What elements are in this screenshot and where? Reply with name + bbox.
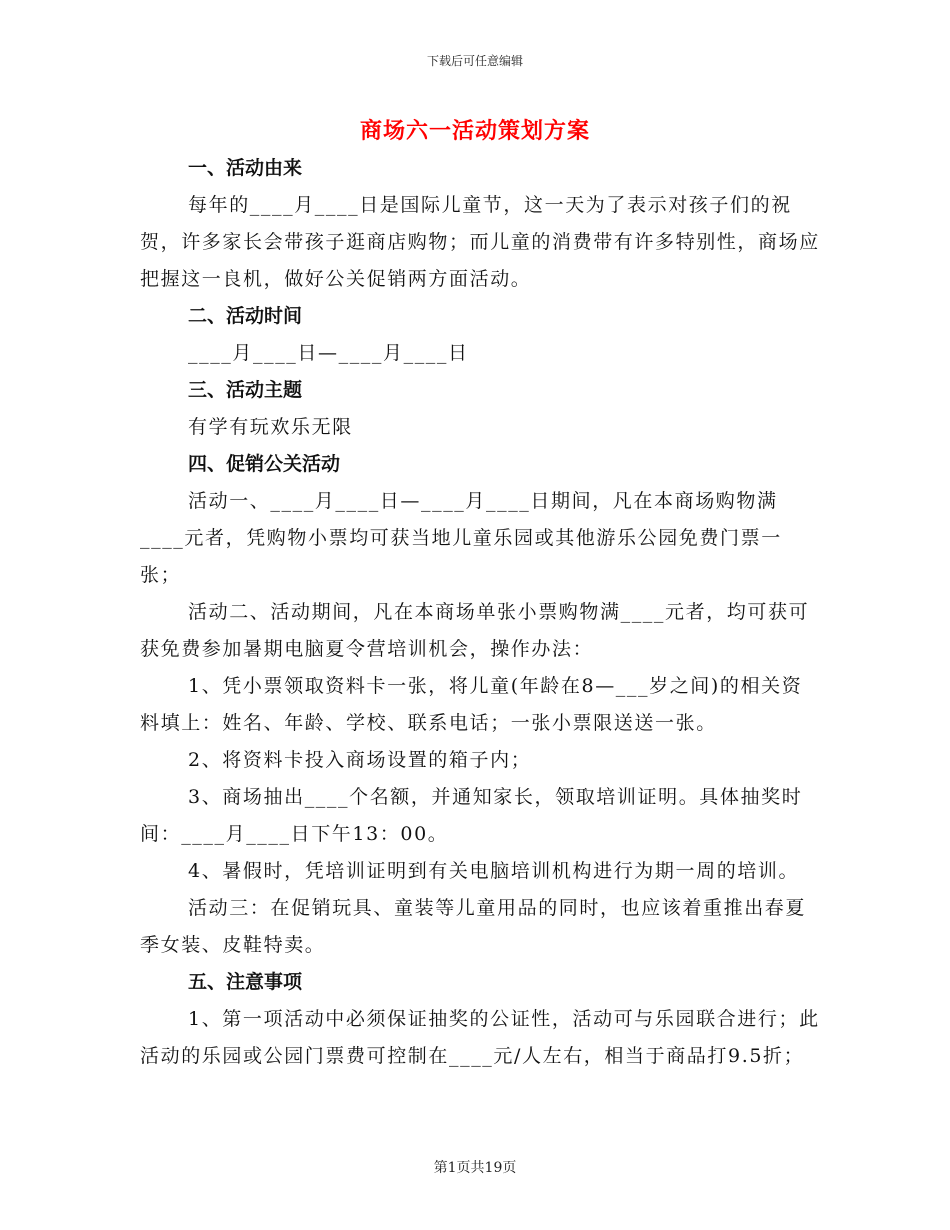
paragraph-time: ____月____日—____月____日 (188, 342, 469, 364)
paragraph-step-4: 4、暑假时，凭培训证明到有关电脑培训机构进行为期一周的培训。 (188, 860, 800, 882)
document-body (140, 150, 820, 1075)
section-heading-time: 二、活动时间 (188, 305, 303, 327)
page-footer: 第1页共19页 (433, 1160, 517, 1176)
paragraph-theme: 有学有玩欢乐无限 (188, 416, 353, 438)
paragraph-activity-three: 活动三：在促销玩具、童装等儿童用品的同时，也应该着重推出春夏季女装、皮鞋特卖。 (140, 897, 807, 956)
paragraph-activity-one: 活动一、____月____日—____月____日期间，凡在本商场购物满____元者，凭购物小票均可获当地儿童乐园或其他游乐公园免费门票一张； (140, 490, 782, 586)
paragraph-step-1: 1、凭小票领取资料卡一张，将儿童(年龄在8—___岁之间)的相关资料填上：姓名、年龄、学校、联系电话；一张小票限送送一张。 (140, 675, 803, 734)
paragraph-note-1: 1、第一项活动中必须保证抽奖的公证性，活动可与乐园联合进行；此活动的乐园或公园门票费可控制在____元/人左右，相当于商品打9.5折； (140, 1008, 820, 1067)
document-title: 商场六一活动策划方案 (359, 118, 590, 144)
section-heading-theme: 三、活动主题 (188, 379, 303, 401)
paragraph-step-3: 3、商场抽出____个名额，并通知家长，领取培训证明。具体抽奖时间：____月____日下午13：00。 (140, 786, 803, 845)
paragraph-activity-two: 活动二、活动期间，凡在本商场单张小票购物满____元者，均可获可获免费参加暑期电脑夏令营培训机会，操作办法： (140, 601, 810, 660)
section-heading-promotion: 四、促销公关活动 (188, 453, 341, 475)
section-heading-notes: 五、注意事项 (188, 971, 303, 993)
paragraph-step-2: 2、将资料卡投入商场设置的箱子内； (188, 749, 532, 771)
section-heading-origin: 一、活动由来 (188, 157, 303, 179)
header-note: 下载后可任意编辑 (426, 54, 523, 68)
paragraph-origin: 每年的____月____日是国际儿童节，这一天为了表示对孩子们的祝贺，许多家长会带孩子逛商店购物；而儿童的消费带有许多特别性，商场应把握这一良机，做好公关促销两方面活动。 (140, 194, 820, 290)
